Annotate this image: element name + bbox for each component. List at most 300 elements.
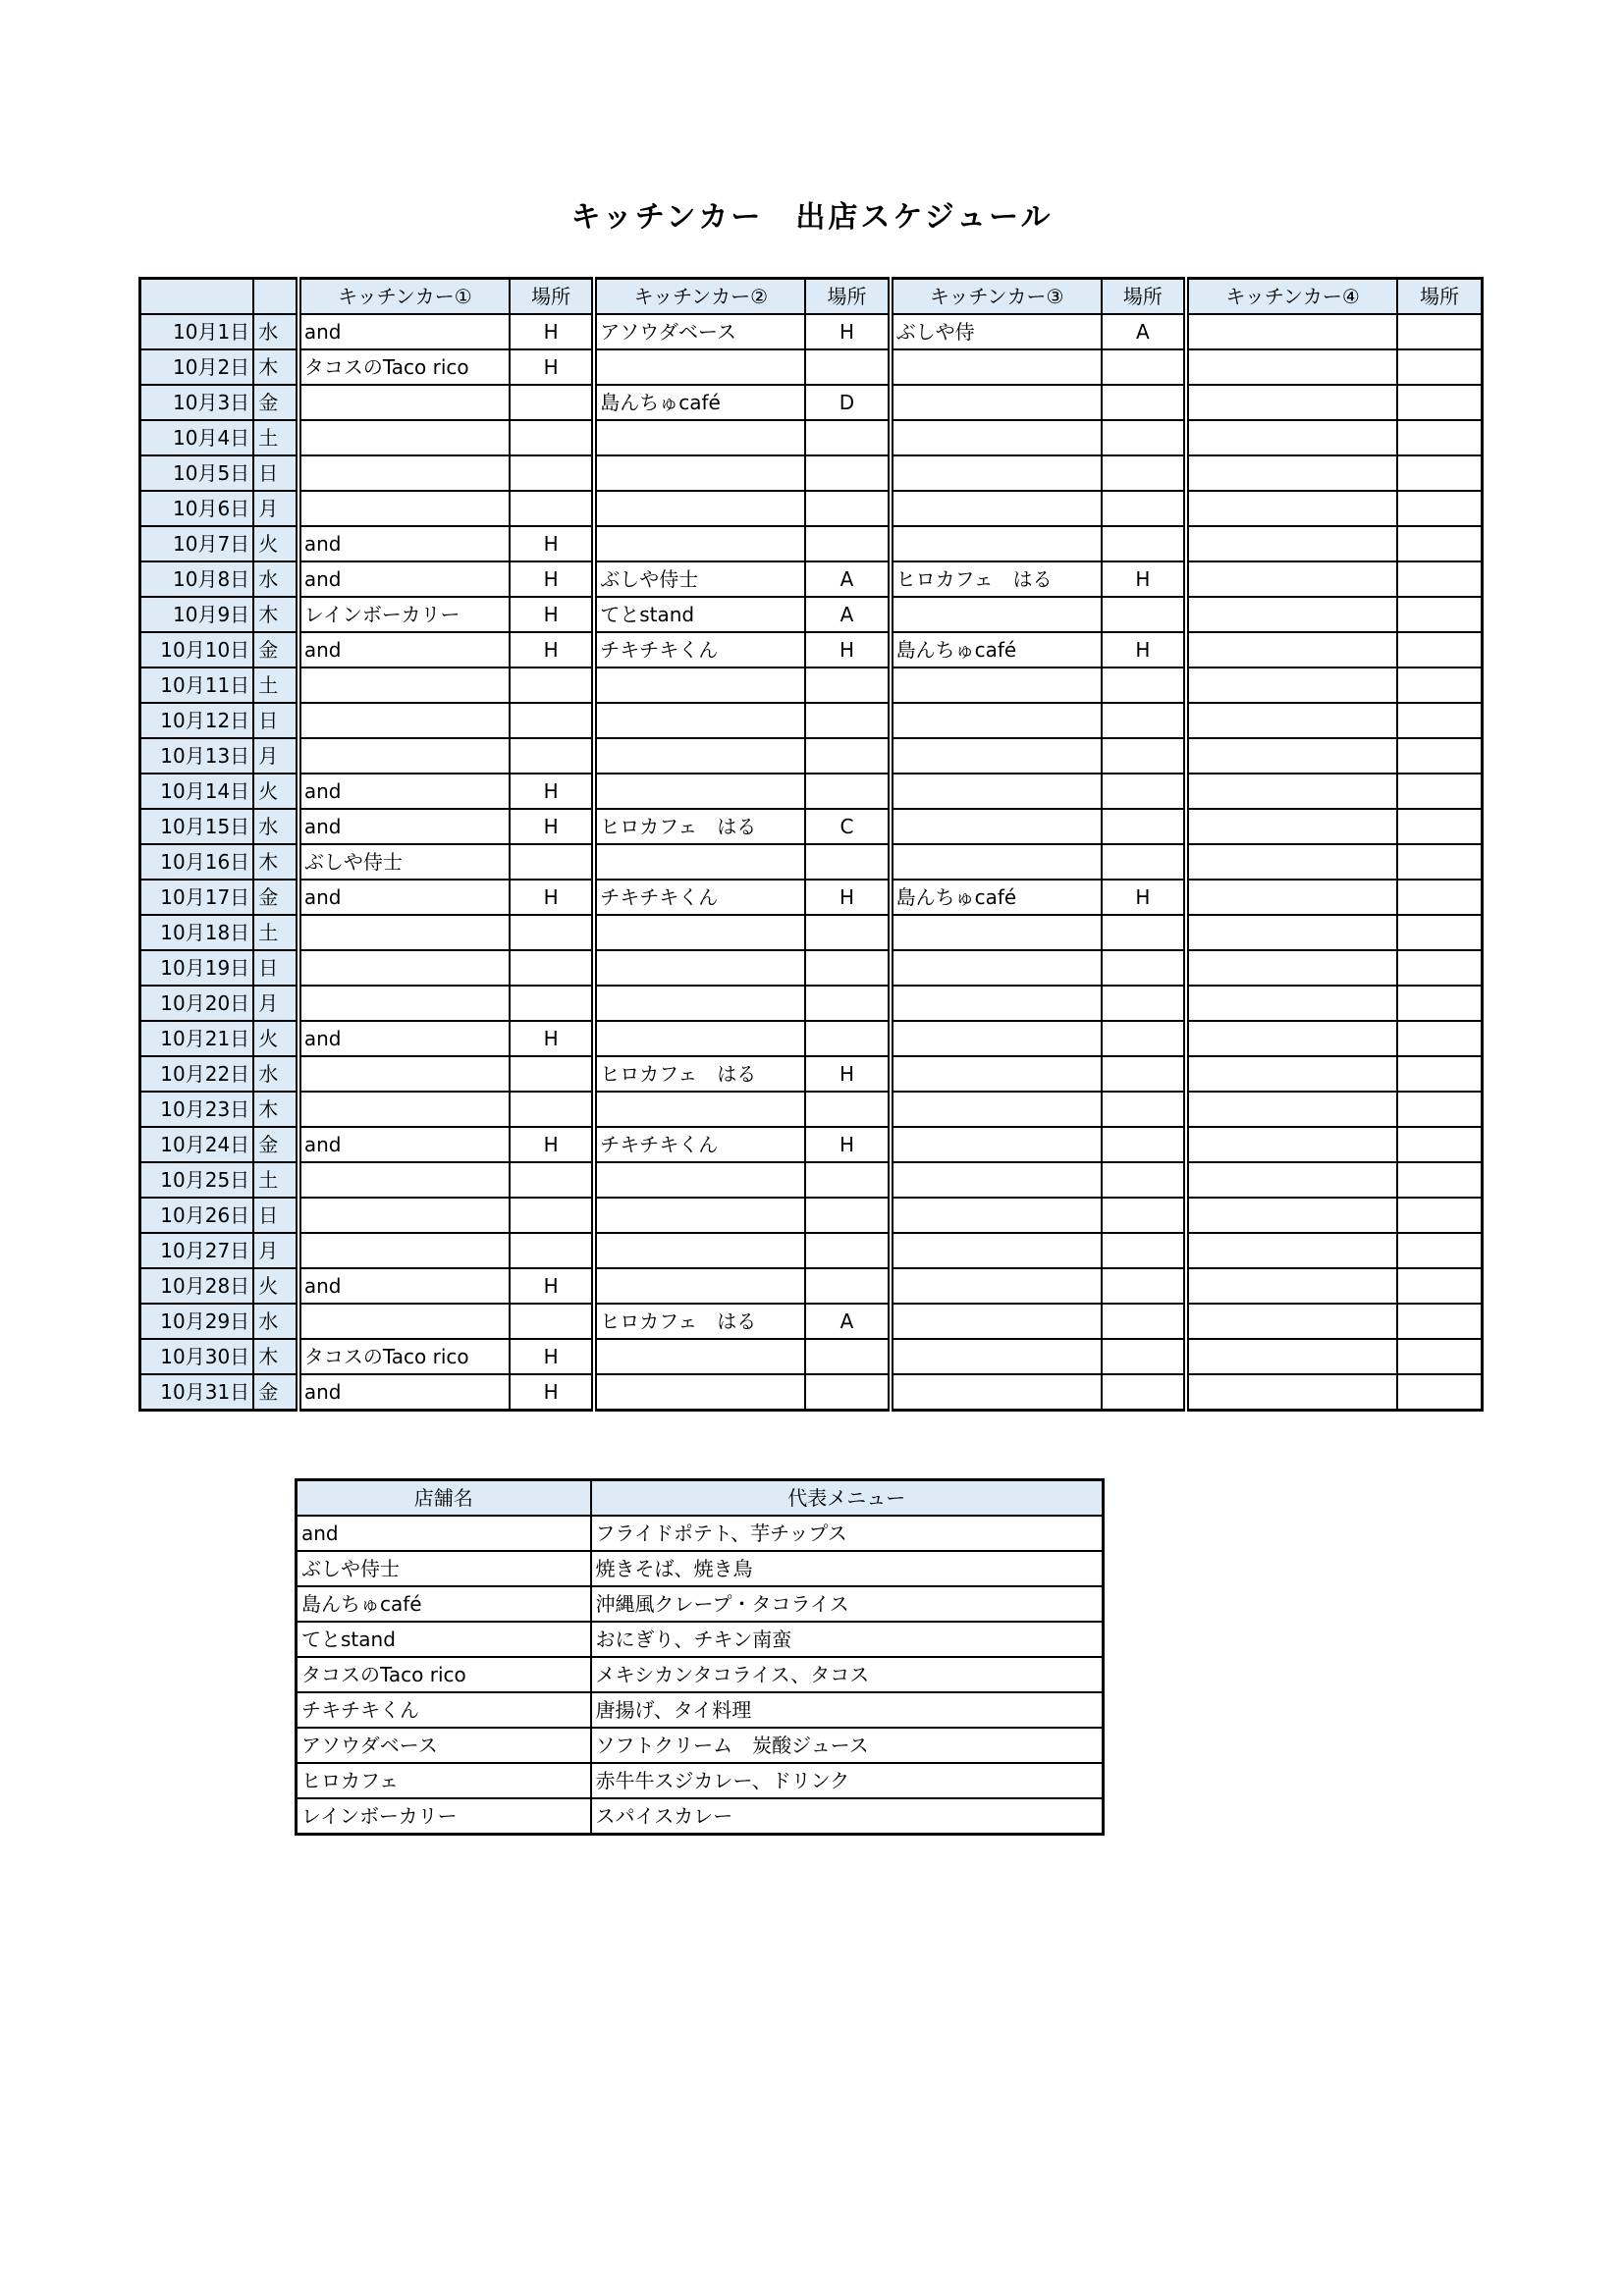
kitchen-car-1-location — [510, 986, 594, 1021]
schedule-row — [140, 491, 1483, 526]
schedule-day-of-week: 月 — [253, 738, 298, 774]
menu-row — [297, 1516, 1104, 1551]
schedule-day-of-week: 水 — [253, 314, 298, 349]
kitchen-car-2-shop — [594, 1374, 805, 1411]
schedule-day-of-week: 金 — [253, 1127, 298, 1162]
schedule-day-of-week: 金 — [253, 385, 298, 420]
kitchen-car-2-location — [805, 738, 890, 774]
schedule-day-of-week: 木 — [253, 1092, 298, 1127]
menu-signature-item: フライドポテト、芋チップス — [591, 1516, 1104, 1551]
schedule-day-of-week: 火 — [253, 1268, 298, 1304]
kitchen-car-3-shop — [891, 703, 1102, 738]
kitchen-car-1-shop — [298, 986, 510, 1021]
kitchen-car-2-location: H — [805, 880, 890, 915]
kitchen-car-1-location: H — [510, 809, 594, 844]
kitchen-car-1-location — [510, 491, 594, 526]
kitchen-car-2-location: H — [805, 632, 890, 667]
schedule-header-row — [140, 279, 1483, 315]
kitchen-car-2-location — [805, 667, 890, 703]
header-kitchen-car-4: キッチンカー④ — [1186, 279, 1397, 315]
kitchen-car-3-shop — [891, 950, 1102, 986]
page-title: キッチンカー 出店スケジュール — [570, 200, 1054, 235]
kitchen-car-2-location: A — [805, 1304, 890, 1339]
kitchen-car-4-shop — [1186, 1127, 1397, 1162]
kitchen-car-2-location — [805, 420, 890, 455]
kitchen-car-4-location — [1397, 349, 1482, 385]
menu-shop-name: ぶしや侍士 — [297, 1551, 591, 1586]
kitchen-car-1-location: H — [510, 526, 594, 561]
kitchen-car-1-location: H — [510, 632, 594, 667]
kitchen-car-3-location — [1102, 491, 1186, 526]
kitchen-car-3-location — [1102, 1339, 1186, 1374]
kitchen-car-1-shop: and — [298, 314, 510, 349]
kitchen-car-4-location — [1397, 526, 1482, 561]
menu-shop-name: てとstand — [297, 1622, 591, 1657]
schedule-date: 10月8日 — [140, 561, 254, 597]
kitchen-car-2-location: A — [805, 597, 890, 632]
menu-signature-item: メキシカンタコライス、タコス — [591, 1657, 1104, 1692]
kitchen-car-4-location — [1397, 1374, 1482, 1411]
kitchen-car-2-shop — [594, 1339, 805, 1374]
kitchen-car-2-location — [805, 844, 890, 880]
kitchen-car-4-location — [1397, 1162, 1482, 1198]
kitchen-car-2-shop — [594, 844, 805, 880]
kitchen-car-4-shop — [1186, 526, 1397, 561]
kitchen-car-1-location: H — [510, 1268, 594, 1304]
kitchen-car-2-location — [805, 1021, 890, 1056]
schedule-row — [140, 455, 1483, 491]
kitchen-car-4-shop — [1186, 1092, 1397, 1127]
kitchen-car-2-location — [805, 1092, 890, 1127]
kitchen-car-3-shop — [891, 349, 1102, 385]
kitchen-car-1-shop: ぶしや侍士 — [298, 844, 510, 880]
kitchen-car-3-shop — [891, 1339, 1102, 1374]
schedule-row — [140, 667, 1483, 703]
kitchen-car-4-location — [1397, 632, 1482, 667]
schedule-date: 10月9日 — [140, 597, 254, 632]
kitchen-car-3-location — [1102, 667, 1186, 703]
schedule-row — [140, 632, 1483, 667]
kitchen-car-3-shop — [891, 491, 1102, 526]
schedule-row — [140, 597, 1483, 632]
kitchen-car-3-location — [1102, 738, 1186, 774]
kitchen-car-2-shop: チキチキくん — [594, 880, 805, 915]
kitchen-car-4-location — [1397, 667, 1482, 703]
schedule-date: 10月24日 — [140, 1127, 254, 1162]
kitchen-car-3-location — [1102, 385, 1186, 420]
kitchen-car-2-location: H — [805, 314, 890, 349]
kitchen-car-1-shop: レインボーカリー — [298, 597, 510, 632]
kitchen-car-1-location: H — [510, 880, 594, 915]
menu-table — [295, 1478, 1105, 1836]
kitchen-car-1-shop — [298, 667, 510, 703]
schedule-row — [140, 774, 1483, 809]
kitchen-car-1-location: H — [510, 1127, 594, 1162]
kitchen-car-4-location — [1397, 420, 1482, 455]
kitchen-car-1-location: H — [510, 774, 594, 809]
kitchen-car-3-location — [1102, 1021, 1186, 1056]
menu-row — [297, 1622, 1104, 1657]
kitchen-car-2-location — [805, 1162, 890, 1198]
kitchen-car-3-shop — [891, 1233, 1102, 1268]
header-kitchen-car-1: キッチンカー① — [298, 279, 510, 315]
schedule-row — [140, 314, 1483, 349]
schedule-date: 10月23日 — [140, 1092, 254, 1127]
schedule-date: 10月20日 — [140, 986, 254, 1021]
kitchen-car-1-location — [510, 1304, 594, 1339]
kitchen-car-3-location — [1102, 1233, 1186, 1268]
kitchen-car-1-location — [510, 1162, 594, 1198]
schedule-date: 10月19日 — [140, 950, 254, 986]
kitchen-car-4-shop — [1186, 1233, 1397, 1268]
schedule-row — [140, 950, 1483, 986]
kitchen-car-3-location — [1102, 1268, 1186, 1304]
menu-shop-name: 島んちゅcafé — [297, 1586, 591, 1622]
kitchen-car-3-shop — [891, 597, 1102, 632]
schedule-date: 10月3日 — [140, 385, 254, 420]
kitchen-car-4-shop — [1186, 632, 1397, 667]
kitchen-car-3-location — [1102, 915, 1186, 950]
schedule-date: 10月29日 — [140, 1304, 254, 1339]
schedule-day-of-week: 日 — [253, 1198, 298, 1233]
kitchen-car-4-shop — [1186, 1339, 1397, 1374]
kitchen-car-1-location — [510, 950, 594, 986]
schedule-date: 10月18日 — [140, 915, 254, 950]
kitchen-car-4-location — [1397, 597, 1482, 632]
kitchen-car-2-shop: ぶしや侍士 — [594, 561, 805, 597]
kitchen-car-2-shop — [594, 526, 805, 561]
schedule-day-of-week: 日 — [253, 703, 298, 738]
schedule-day-of-week: 土 — [253, 667, 298, 703]
kitchen-car-4-shop — [1186, 1056, 1397, 1092]
schedule-date: 10月14日 — [140, 774, 254, 809]
schedule-day-of-week: 月 — [253, 1233, 298, 1268]
schedule-day-of-week: 金 — [253, 632, 298, 667]
schedule-date: 10月17日 — [140, 880, 254, 915]
menu-signature-item: 赤牛牛スジカレー、ドリンク — [591, 1763, 1104, 1798]
kitchen-car-4-shop — [1186, 420, 1397, 455]
schedule-row — [140, 1304, 1483, 1339]
menu-shop-name: レインボーカリー — [297, 1798, 591, 1835]
kitchen-car-4-location — [1397, 455, 1482, 491]
schedule-row — [140, 738, 1483, 774]
kitchen-car-2-location — [805, 1339, 890, 1374]
menu-shop-name: ヒロカフェ — [297, 1763, 591, 1798]
menu-row — [297, 1551, 1104, 1586]
schedule-date: 10月26日 — [140, 1198, 254, 1233]
menu-signature-item: スパイスカレー — [591, 1798, 1104, 1835]
kitchen-car-2-location — [805, 703, 890, 738]
kitchen-car-3-shop — [891, 1127, 1102, 1162]
kitchen-car-2-location — [805, 491, 890, 526]
kitchen-car-1-location — [510, 385, 594, 420]
kitchen-car-3-shop — [891, 667, 1102, 703]
kitchen-car-3-shop — [891, 986, 1102, 1021]
kitchen-car-4-location — [1397, 1268, 1482, 1304]
kitchen-car-1-shop — [298, 491, 510, 526]
menu-row — [297, 1728, 1104, 1763]
kitchen-car-3-location — [1102, 986, 1186, 1021]
schedule-date: 10月6日 — [140, 491, 254, 526]
schedule-day-of-week: 木 — [253, 597, 298, 632]
schedule-row — [140, 915, 1483, 950]
schedule-row — [140, 561, 1483, 597]
kitchen-car-3-shop — [891, 420, 1102, 455]
kitchen-car-4-shop — [1186, 915, 1397, 950]
kitchen-car-4-shop — [1186, 491, 1397, 526]
kitchen-car-1-location — [510, 915, 594, 950]
kitchen-car-1-shop — [298, 738, 510, 774]
kitchen-car-1-location: H — [510, 597, 594, 632]
kitchen-car-3-shop — [891, 1304, 1102, 1339]
kitchen-car-1-shop — [298, 1233, 510, 1268]
kitchen-car-4-shop — [1186, 314, 1397, 349]
kitchen-car-1-location — [510, 1056, 594, 1092]
schedule-date: 10月12日 — [140, 703, 254, 738]
kitchen-car-3-location — [1102, 597, 1186, 632]
schedule-row — [140, 1233, 1483, 1268]
kitchen-car-2-shop: てとstand — [594, 597, 805, 632]
kitchen-car-2-shop — [594, 1233, 805, 1268]
menu-row — [297, 1763, 1104, 1798]
kitchen-car-4-location — [1397, 809, 1482, 844]
menu-signature-item: おにぎり、チキン南蛮 — [591, 1622, 1104, 1657]
kitchen-car-2-location: D — [805, 385, 890, 420]
kitchen-car-1-location — [510, 1233, 594, 1268]
schedule-date: 10月13日 — [140, 738, 254, 774]
kitchen-car-2-location: C — [805, 809, 890, 844]
kitchen-car-4-shop — [1186, 561, 1397, 597]
kitchen-car-2-shop — [594, 455, 805, 491]
kitchen-car-2-location — [805, 526, 890, 561]
kitchen-car-4-shop — [1186, 1021, 1397, 1056]
kitchen-car-2-location — [805, 1198, 890, 1233]
kitchen-car-1-location — [510, 703, 594, 738]
kitchen-car-2-shop: ヒロカフェ はる — [594, 809, 805, 844]
schedule-row — [140, 880, 1483, 915]
kitchen-car-4-location — [1397, 774, 1482, 809]
kitchen-car-3-location — [1102, 420, 1186, 455]
kitchen-car-4-location — [1397, 314, 1482, 349]
schedule-row — [140, 349, 1483, 385]
schedule-day-of-week: 木 — [253, 844, 298, 880]
schedule-day-of-week: 火 — [253, 774, 298, 809]
schedule-row — [140, 809, 1483, 844]
kitchen-car-1-location — [510, 1092, 594, 1127]
kitchen-car-2-shop — [594, 738, 805, 774]
kitchen-car-1-shop: タコスのTaco rico — [298, 349, 510, 385]
kitchen-car-4-location — [1397, 1127, 1482, 1162]
kitchen-car-4-location — [1397, 1233, 1482, 1268]
kitchen-car-4-location — [1397, 491, 1482, 526]
kitchen-car-4-shop — [1186, 738, 1397, 774]
kitchen-car-1-shop — [298, 915, 510, 950]
kitchen-car-3-shop — [891, 1268, 1102, 1304]
kitchen-car-3-shop — [891, 1162, 1102, 1198]
kitchen-car-4-location — [1397, 915, 1482, 950]
kitchen-car-2-shop — [594, 420, 805, 455]
kitchen-car-2-location — [805, 1233, 890, 1268]
kitchen-car-4-shop — [1186, 950, 1397, 986]
kitchen-car-3-shop — [891, 738, 1102, 774]
schedule-date: 10月5日 — [140, 455, 254, 491]
kitchen-car-1-location — [510, 844, 594, 880]
schedule-day-of-week: 土 — [253, 1162, 298, 1198]
kitchen-car-1-location: H — [510, 1339, 594, 1374]
schedule-row — [140, 385, 1483, 420]
menu-shop-name: タコスのTaco rico — [297, 1657, 591, 1692]
schedule-day-of-week: 金 — [253, 880, 298, 915]
kitchen-car-1-shop — [298, 420, 510, 455]
kitchen-car-2-location — [805, 349, 890, 385]
header-signature-menu: 代表メニュー — [591, 1480, 1104, 1517]
kitchen-car-4-location — [1397, 1304, 1482, 1339]
menu-signature-item: 沖縄風クレープ・タコライス — [591, 1586, 1104, 1622]
kitchen-car-1-shop — [298, 1056, 510, 1092]
kitchen-car-2-location — [805, 1374, 890, 1411]
schedule-date: 10月22日 — [140, 1056, 254, 1092]
kitchen-car-2-shop: 島んちゅcafé — [594, 385, 805, 420]
kitchen-car-4-location — [1397, 1198, 1482, 1233]
schedule-day-of-week: 木 — [253, 349, 298, 385]
kitchen-car-4-location — [1397, 1092, 1482, 1127]
kitchen-car-3-shop — [891, 1056, 1102, 1092]
kitchen-car-2-shop: チキチキくん — [594, 632, 805, 667]
header-location-4: 場所 — [1397, 279, 1482, 315]
kitchen-car-3-shop: 島んちゅcafé — [891, 632, 1102, 667]
kitchen-car-3-shop: 島んちゅcafé — [891, 880, 1102, 915]
menu-row — [297, 1657, 1104, 1692]
kitchen-car-4-shop — [1186, 986, 1397, 1021]
kitchen-car-4-shop — [1186, 597, 1397, 632]
schedule-day-of-week: 火 — [253, 1021, 298, 1056]
kitchen-car-2-shop — [594, 950, 805, 986]
kitchen-car-1-shop: and — [298, 1021, 510, 1056]
menu-row — [297, 1586, 1104, 1622]
kitchen-car-4-location — [1397, 1056, 1482, 1092]
kitchen-car-2-shop — [594, 1198, 805, 1233]
schedule-row — [140, 1268, 1483, 1304]
kitchen-car-4-location — [1397, 986, 1482, 1021]
schedule-day-of-week: 金 — [253, 1374, 298, 1411]
schedule-date: 10月15日 — [140, 809, 254, 844]
kitchen-car-3-location — [1102, 809, 1186, 844]
kitchen-car-2-location: H — [805, 1127, 890, 1162]
kitchen-car-3-location — [1102, 844, 1186, 880]
menu-header-row — [297, 1480, 1104, 1517]
kitchen-car-2-location — [805, 1268, 890, 1304]
header-date — [140, 279, 254, 315]
kitchen-car-4-shop — [1186, 774, 1397, 809]
kitchen-car-2-shop — [594, 349, 805, 385]
schedule-row — [140, 1162, 1483, 1198]
kitchen-car-2-location: H — [805, 1056, 890, 1092]
schedule-row — [140, 986, 1483, 1021]
menu-row — [297, 1798, 1104, 1835]
kitchen-car-4-shop — [1186, 667, 1397, 703]
header-shop-name: 店舗名 — [297, 1480, 591, 1517]
kitchen-car-3-shop — [891, 526, 1102, 561]
kitchen-car-1-shop — [298, 1162, 510, 1198]
kitchen-car-1-location: H — [510, 349, 594, 385]
schedule-day-of-week: 水 — [253, 1056, 298, 1092]
kitchen-car-2-shop — [594, 1162, 805, 1198]
kitchen-car-4-shop — [1186, 1374, 1397, 1411]
schedule-date: 10月25日 — [140, 1162, 254, 1198]
kitchen-car-4-shop — [1186, 385, 1397, 420]
kitchen-car-3-shop — [891, 844, 1102, 880]
kitchen-car-1-shop: and — [298, 1127, 510, 1162]
header-location-3: 場所 — [1102, 279, 1186, 315]
kitchen-car-3-location — [1102, 1162, 1186, 1198]
schedule-date: 10月21日 — [140, 1021, 254, 1056]
menu-signature-item: ソフトクリーム 炭酸ジュース — [591, 1728, 1104, 1763]
kitchen-car-2-shop: ヒロカフェ はる — [594, 1304, 805, 1339]
kitchen-car-4-location — [1397, 703, 1482, 738]
kitchen-car-1-shop — [298, 1198, 510, 1233]
kitchen-car-2-shop — [594, 774, 805, 809]
kitchen-car-3-location — [1102, 455, 1186, 491]
kitchen-car-1-shop: and — [298, 809, 510, 844]
kitchen-car-1-location: H — [510, 561, 594, 597]
kitchen-car-2-shop — [594, 667, 805, 703]
schedule-row — [140, 1374, 1483, 1411]
kitchen-car-1-shop — [298, 1092, 510, 1127]
kitchen-car-2-shop — [594, 915, 805, 950]
kitchen-car-2-shop — [594, 1092, 805, 1127]
schedule-table — [138, 277, 1484, 1412]
kitchen-car-1-shop: and — [298, 561, 510, 597]
kitchen-car-2-shop — [594, 1268, 805, 1304]
kitchen-car-3-location — [1102, 349, 1186, 385]
kitchen-car-1-shop: and — [298, 880, 510, 915]
kitchen-car-4-shop — [1186, 349, 1397, 385]
schedule-day-of-week: 日 — [253, 950, 298, 986]
kitchen-car-2-shop: ヒロカフェ はる — [594, 1056, 805, 1092]
kitchen-car-4-location — [1397, 385, 1482, 420]
header-dow — [253, 279, 298, 315]
kitchen-car-2-location — [805, 455, 890, 491]
schedule-date: 10月1日 — [140, 314, 254, 349]
kitchen-car-1-shop — [298, 385, 510, 420]
menu-row — [297, 1692, 1104, 1728]
kitchen-car-4-shop — [1186, 1304, 1397, 1339]
kitchen-car-1-shop: タコスのTaco rico — [298, 1339, 510, 1374]
kitchen-car-4-shop — [1186, 1268, 1397, 1304]
kitchen-car-4-location — [1397, 738, 1482, 774]
kitchen-car-2-shop: アソウダベース — [594, 314, 805, 349]
menu-shop-name: アソウダベース — [297, 1728, 591, 1763]
schedule-day-of-week: 水 — [253, 809, 298, 844]
kitchen-car-4-location — [1397, 880, 1482, 915]
schedule-row — [140, 1339, 1483, 1374]
kitchen-car-1-location — [510, 1198, 594, 1233]
kitchen-car-1-shop: and — [298, 1268, 510, 1304]
schedule-date: 10月16日 — [140, 844, 254, 880]
schedule-day-of-week: 水 — [253, 1304, 298, 1339]
kitchen-car-2-location: A — [805, 561, 890, 597]
kitchen-car-4-shop — [1186, 1162, 1397, 1198]
header-kitchen-car-2: キッチンカー② — [594, 279, 805, 315]
kitchen-car-1-shop: and — [298, 526, 510, 561]
schedule-date: 10月4日 — [140, 420, 254, 455]
kitchen-car-3-location — [1102, 950, 1186, 986]
schedule-date: 10月31日 — [140, 1374, 254, 1411]
kitchen-car-4-shop — [1186, 455, 1397, 491]
schedule-row — [140, 1092, 1483, 1127]
header-kitchen-car-3: キッチンカー③ — [891, 279, 1102, 315]
kitchen-car-1-shop — [298, 455, 510, 491]
